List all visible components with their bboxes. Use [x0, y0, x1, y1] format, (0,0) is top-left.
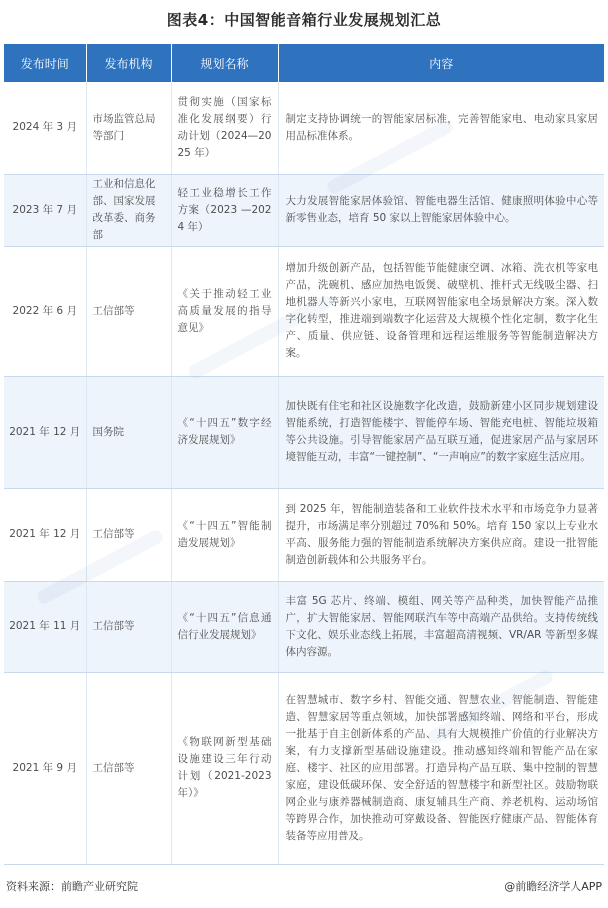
cell-plan: 《“十四五”智能制造发展规划》 [171, 488, 278, 581]
cell-org: 市场监管总局等部门 [86, 82, 171, 174]
table-header-row [4, 44, 604, 82]
cell-content: 增加升级创新产品，包括智能节能健康空调、冰箱、洗衣机等家电产品，洗碗机、感应加热电饭煲、破壁机、推杆式无线吸尘器、扫地机器人等新兴小家电，互联网智能家电全场景解决方案。深入数字化转型，推进端到端数字化运营及大规模个性化定制，数字化生产、质量、供应链、设备管理和远程运维服务等智能制造解决方案。 [278, 246, 604, 376]
cell-plan: 贯彻实施（国家标准化发展纲要）行动计划（2024—2025 年） [171, 82, 278, 174]
cell-time: 2021 年 11 月 [4, 581, 86, 672]
cell-time: 2021 年 9 月 [4, 672, 86, 864]
cell-content: 丰富 5G 芯片、终端、模组、网关等产品种类，加快智能产品推广，扩大智能家居、智能网联汽车等中高端产品供给。支持传统线下文化、娱乐业态线上拓展，丰富超高清视频、VR/AR 等新型多媒体内容源。 [278, 581, 604, 672]
column-header-time: 发布时间 [4, 44, 86, 82]
cell-time: 2023 年 7 月 [4, 174, 86, 246]
cell-org: 国务院 [86, 376, 171, 488]
cell-org: 工信部等 [86, 488, 171, 581]
source-note: 资料来源：前瞻产业研究院 [6, 880, 138, 893]
chart-title: 图表4：中国智能音箱行业发展规划汇总 [166, 11, 442, 29]
cell-org: 工业和信息化部、国家发展改革委、商务部 [86, 174, 171, 246]
cell-content: 在智慧城市、数字乡村、智能交通、智慧农业、智能制造、智能建造、智慧家居等重点领域，加快部署感知终端、网络和平台，形成一批基于自主创新体系的产品、具有大规模推广价值的行业解决方案，有力支撑新型基础设施建设。推动感知终端和智能产品在家庭、楼宇、社区的应用部署。打造异构产品互联、集中控制的智慧家庭，建设低碳环保、安全舒适的智慧楼宇和新型社区。鼓励物联网企业与康养器械制造商、康复辅具生产商、养老机构、运动场馆等跨界合作，加快推动可穿戴设备、智能医疗健康产品、智能体育装备等应用普及。 [278, 672, 604, 864]
cell-plan: 《“十四五”信息通信行业发展规划》 [171, 581, 278, 672]
table-row [4, 672, 604, 864]
cell-content: 加快既有住宅和社区设施数字化改造，鼓励新建小区同步规划建设智能系统，打造智能楼宇、智能停车场、智能充电桩、智能垃圾箱等公共设施。引导智能家居产品互联互通，促进家居产品与家居环境智能互动，丰富“一键控制”、“一声响应”的数字家庭生活应用。 [278, 376, 604, 488]
table-row [4, 82, 604, 174]
table-row [4, 376, 604, 488]
cell-time: 2022 年 6 月 [4, 246, 86, 376]
brand-credit: @前瞻经济学人APP [504, 880, 602, 893]
cell-org: 工信部等 [86, 672, 171, 864]
column-header-org: 发布机构 [86, 44, 171, 82]
table-row [4, 246, 604, 376]
column-header-content: 内容 [278, 44, 604, 82]
cell-time: 2024 年 3 月 [4, 82, 86, 174]
cell-org: 工信部等 [86, 246, 171, 376]
table-row [4, 488, 604, 581]
cell-plan: 《“十四五”数字经济发展规划》 [171, 376, 278, 488]
cell-plan: 《关于推动轻工业高质量发展的指导意见》 [171, 246, 278, 376]
policy-table [4, 44, 604, 865]
cell-org: 工信部等 [86, 581, 171, 672]
cell-plan: 轻工业稳增长工作方案（2023 —2024 年） [171, 174, 278, 246]
cell-content: 到 2025 年，智能制造装备和工业软件技术水平和市场竞争力显著提升，市场满足率分别超过 70%和 50%。培育 150 家以上专业水平高、服务能力强的智能制造系统解决方案供应商。建设一批智能制造创新载体和公共服务平台。 [278, 488, 604, 581]
cell-time: 2021 年 12 月 [4, 488, 86, 581]
table-row [4, 581, 604, 672]
cell-content: 大力发展智能家居体验馆、智能电器生活馆、健康照明体验中心等新零售业态，培育 50 家以上智能家居体验中心。 [278, 174, 604, 246]
column-header-plan: 规划名称 [171, 44, 278, 82]
table-row [4, 174, 604, 246]
cell-plan: 《物联网新型基础设施建设三年行动计划（2021-2023年）》 [171, 672, 278, 864]
cell-content: 制定支持协调统一的智能家居标准，完善智能家电、电动家具家居用品标准体系。 [278, 82, 604, 174]
cell-time: 2021 年 12 月 [4, 376, 86, 488]
